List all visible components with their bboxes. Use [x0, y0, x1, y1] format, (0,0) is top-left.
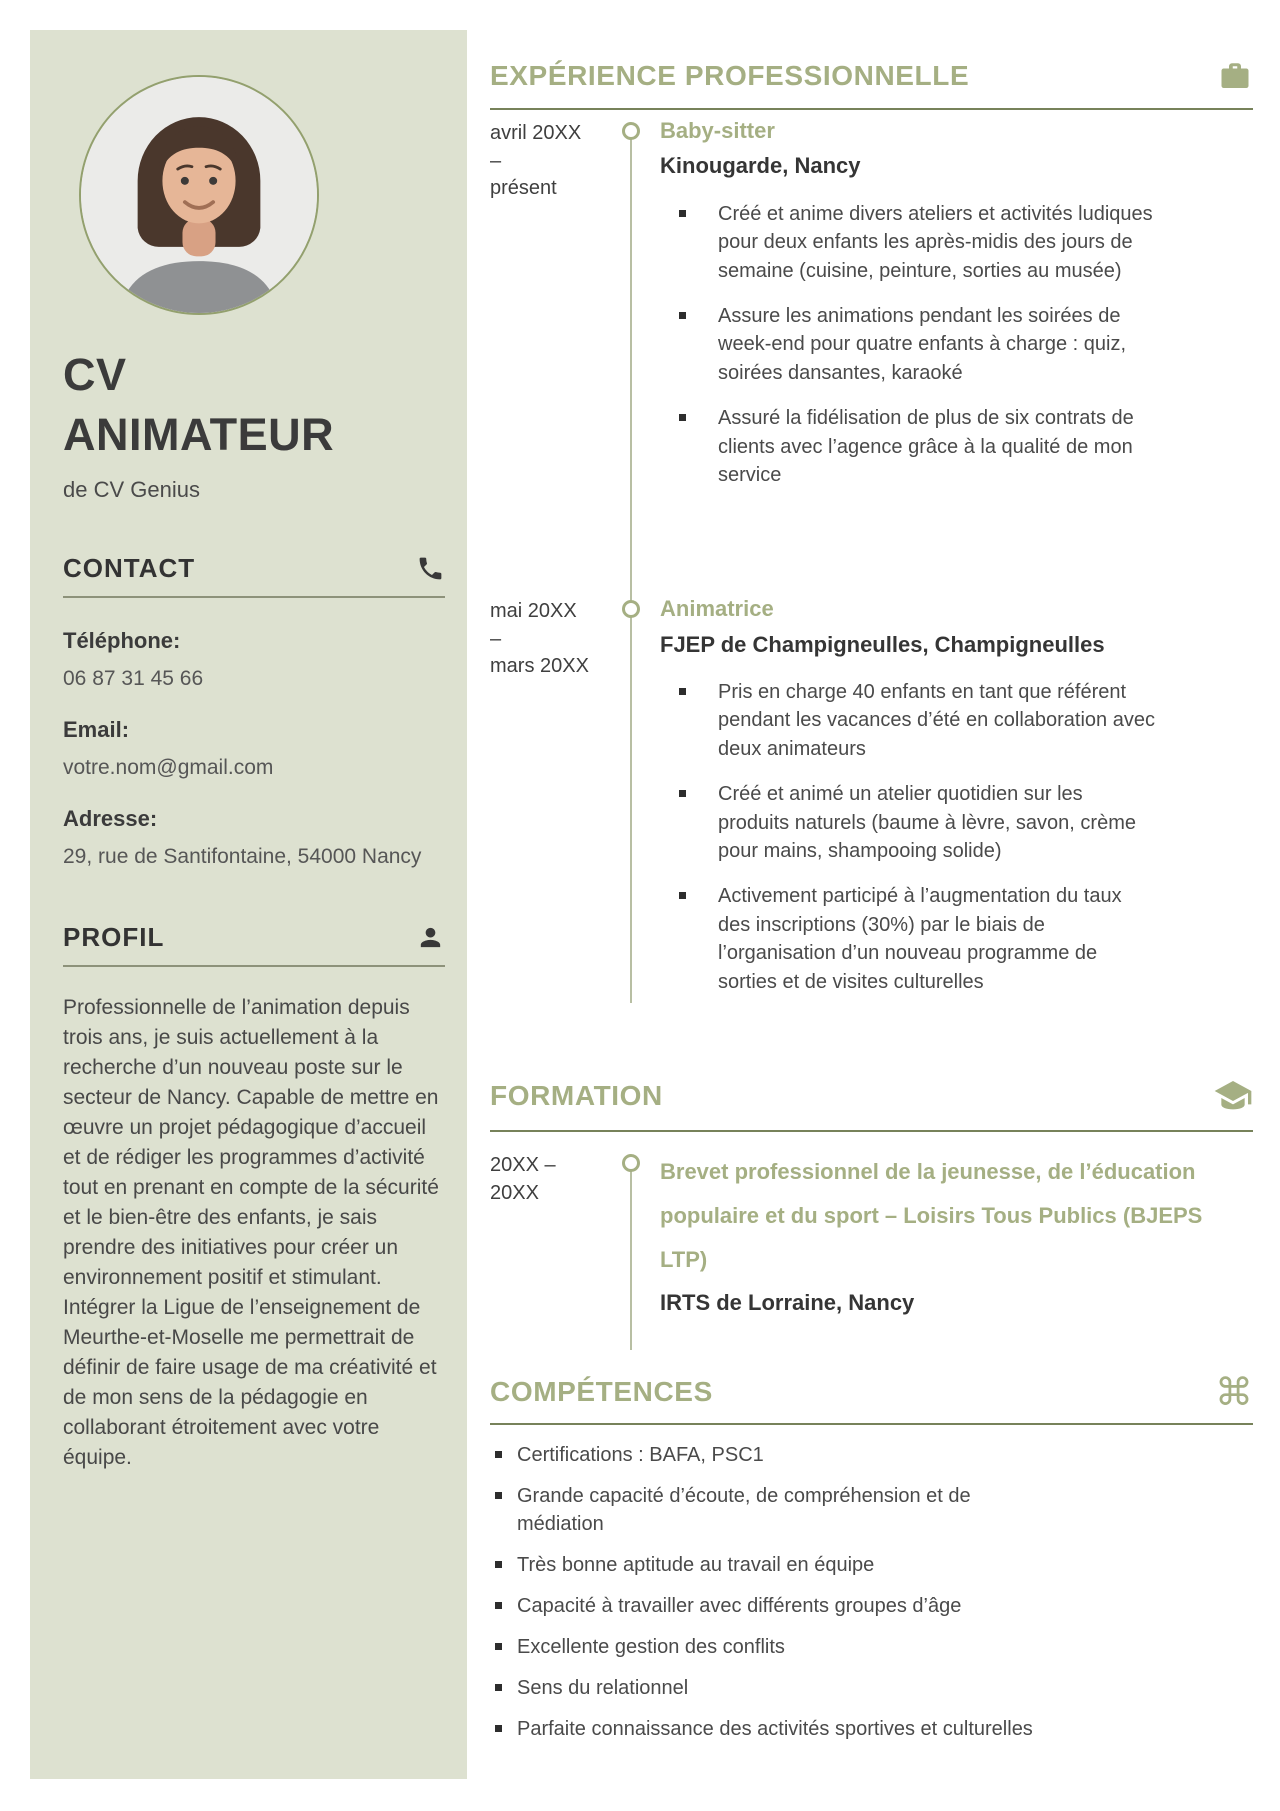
job-title: Baby-sitter — [660, 118, 775, 143]
job-entry — [490, 588, 1253, 1013]
phone-value: 06 87 31 45 66 — [63, 666, 204, 690]
page-subtitle: de CV Genius — [63, 476, 200, 502]
formation-dates — [490, 1150, 602, 1316]
page-title — [63, 345, 445, 465]
formation-section-header — [490, 1058, 1253, 1132]
job-date-separator: – — [490, 627, 502, 650]
formation-heading: FORMATION — [490, 1079, 663, 1111]
job-bullet: Créé et anime divers ateliers et activités ludiques pour deux enfants les après-midis des jours de semaine (cuisine, peinture, sorties au musée) — [660, 200, 1158, 285]
job-dates — [490, 118, 602, 506]
skill-item: Excellente gestion des conflits — [490, 1633, 1190, 1661]
formation-timeline — [490, 1142, 1253, 1357]
profile-heading: PROFIL — [63, 921, 165, 952]
address-value: 29, rue de Santifontaine, 54000 Nancy — [63, 845, 422, 869]
school-name: IRTS de Lorraine, Nancy — [660, 1289, 915, 1315]
job-bullet: Assuré la fidélisation de plus de six contrats de clients avec l’agence grâce à la qualité de mon service — [660, 404, 1158, 489]
address-label: Adresse: — [63, 806, 158, 832]
skill-item: Grande capacité d’écoute, de compréhension et de médiation — [490, 1482, 1050, 1538]
job-bullet: Assure les animations pendant les soirées de week-end pour quatre enfants à charge : quiz, soirées dansantes, karaoké — [660, 302, 1158, 387]
email-label: Email: — [63, 717, 130, 743]
job-date-from: mai 20XX — [490, 600, 577, 623]
command-icon: ⌘ — [1215, 1369, 1253, 1414]
job-bullet-list — [660, 200, 1253, 490]
formation-content — [660, 1150, 1253, 1316]
phone-label: Téléphone: — [63, 627, 181, 653]
skill-item: Sens du relationnel — [490, 1674, 1190, 1702]
timeline-marker — [602, 1150, 660, 1316]
job-company: Kinougarde, Nancy — [660, 153, 861, 179]
sidebar — [30, 30, 467, 1779]
job-bullet: Pris en charge 40 enfants en tant que référent pendant les vacances d’été en collaboration avec deux animateurs — [660, 678, 1158, 763]
timeline-marker — [602, 596, 660, 1013]
woman-portrait-illustration — [81, 77, 317, 313]
job-entry — [490, 110, 1253, 506]
skill-item: Très bonne aptitude au travail en équipe — [490, 1551, 1190, 1579]
title-line-1: CV — [63, 349, 127, 400]
graduation-cap-icon — [1213, 1076, 1253, 1116]
competences-section-header — [490, 1357, 1253, 1425]
competences-heading: COMPÉTENCES — [490, 1375, 713, 1407]
contact-heading: CONTACT — [63, 552, 196, 583]
person-icon — [416, 923, 445, 952]
experience-section-header — [490, 40, 1253, 110]
timeline-marker — [602, 118, 660, 506]
experience-heading: EXPÉRIENCE PROFESSIONNELLE — [490, 60, 970, 91]
job-content — [660, 118, 1253, 506]
profile-section-header — [63, 922, 445, 953]
skill-item: Certifications : BAFA, PSC1 — [490, 1441, 1190, 1469]
job-date-to: mars 20XX — [490, 655, 589, 678]
job-title: Animatrice — [660, 596, 774, 622]
briefcase-icon — [1217, 58, 1253, 94]
main-column — [490, 40, 1253, 1756]
formation-date-line2: 20XX — [490, 1181, 539, 1204]
job-content — [660, 596, 1253, 1013]
job-bullet: Activement participé à l’augmentation du taux des inscriptions (30%) par le biais de l’organisation d’un nouveau programme de sorties et de visites culturelles — [660, 882, 1158, 996]
experience-timeline — [490, 110, 1253, 1013]
job-date-from: avril 20XX — [490, 122, 582, 144]
formation-date-line1: 20XX – — [490, 1153, 556, 1176]
job-bullet: Créé et animé un atelier quotidien sur les produits naturels (baume à lèvre, savon, crème pour mains, shampooing solide) — [660, 780, 1158, 865]
timeline-dot — [622, 122, 640, 140]
phone-icon — [416, 554, 445, 583]
email-value: votre.nom@gmail.com — [63, 756, 274, 780]
skill-item: Capacité à travailler avec différents groupes d’âge — [490, 1592, 1190, 1620]
job-dates — [490, 596, 602, 1013]
title-line-2: ANIMATEUR — [63, 408, 335, 460]
timeline-dot — [622, 1154, 640, 1172]
skill-item: Parfaite connaissance des activités sportives et culturelles — [490, 1715, 1190, 1743]
profile-divider — [63, 965, 445, 967]
contact-divider — [63, 596, 445, 598]
job-date-to: présent — [490, 177, 557, 200]
job-date-separator: – — [490, 149, 502, 172]
contact-section-header — [63, 553, 445, 584]
skills-list — [490, 1441, 1253, 1743]
degree-title: Brevet professionnel de la jeunesse, de l’éducation populaire et du sport – Loisirs Tous Publics (BJEPS LTP) — [660, 1158, 1203, 1272]
formation-entry — [490, 1142, 1253, 1316]
profile-text: Professionnelle de l’animation depuis trois ans, je suis actuellement à la recherche d’un nouveau poste sur le secteur de Nancy. Capable de mettre en œuvre un projet pédagogique d’accueil et de rédiger les programmes d’activité tout en prenant en compte de la sécurité et le bien-être des enfants, je sais prendre des initiatives pour créer un environnement positif et stimulant. Intégrer la Ligue de l’enseignement de Meurthe-et-Moselle me permettrait de définir de faire usage de ma créativité et de mon sens de la pédagogie en collaborant étroitement avec votre équipe. — [63, 995, 439, 1470]
job-company: FJEP de Champigneulles, Champigneulles — [660, 631, 1105, 657]
job-bullet-list — [660, 678, 1253, 996]
timeline-dot — [622, 600, 640, 618]
profile-photo — [79, 75, 319, 315]
